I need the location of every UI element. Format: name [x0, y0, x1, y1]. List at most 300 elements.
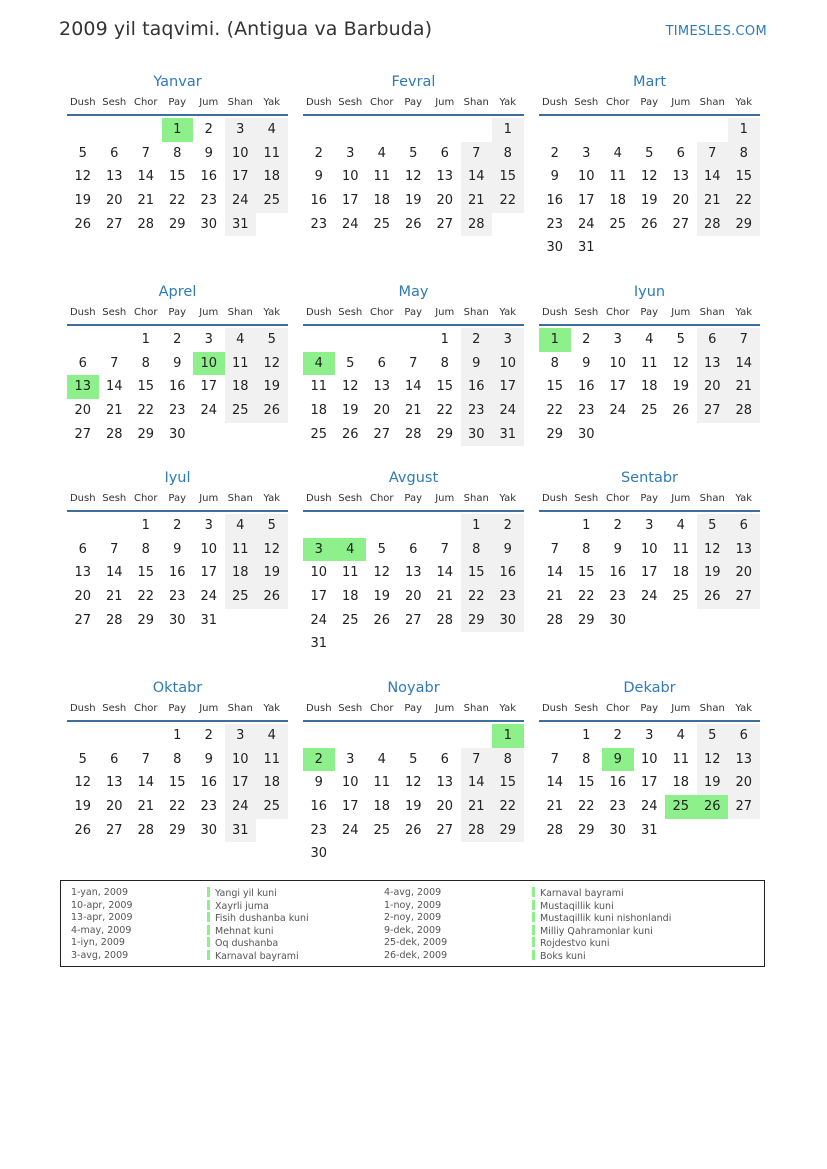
day-cell[interactable]: 9 [492, 538, 524, 562]
day-cell[interactable]: 13 [436, 775, 454, 791]
day-cell-holiday[interactable]: 13 [67, 375, 99, 399]
day-cell[interactable]: 31 [225, 819, 257, 843]
day-cell[interactable]: 2 [314, 145, 323, 161]
day-cell[interactable]: 30 [168, 612, 186, 628]
day-cell[interactable]: 5 [78, 751, 87, 767]
day-cell[interactable]: 12 [404, 169, 422, 185]
day-cell[interactable]: 23 [310, 822, 328, 838]
day-cell[interactable]: 26 [373, 612, 391, 628]
day-cell[interactable]: 10 [225, 748, 257, 772]
day-cell[interactable]: 28 [105, 612, 123, 628]
day-cell[interactable]: 5 [697, 514, 729, 538]
day-cell[interactable]: 21 [105, 403, 123, 419]
day-cell[interactable]: 14 [546, 775, 564, 791]
day-cell[interactable]: 18 [225, 375, 257, 399]
day-cell[interactable]: 15 [137, 379, 155, 395]
day-cell[interactable]: 3 [645, 518, 654, 533]
day-cell[interactable]: 20 [436, 193, 454, 209]
day-cell-holiday[interactable]: 10 [193, 352, 225, 376]
day-cell[interactable]: 9 [613, 541, 622, 557]
day-cell[interactable]: 22 [168, 193, 186, 209]
day-cell[interactable]: 21 [436, 589, 454, 605]
day-cell[interactable]: 22 [492, 189, 524, 213]
day-cell[interactable]: 1 [173, 728, 182, 743]
day-cell-holiday[interactable]: 2 [303, 748, 335, 772]
day-cell[interactable]: 12 [697, 748, 729, 772]
day-cell-holiday[interactable]: 1 [492, 724, 524, 748]
day-cell[interactable]: 5 [256, 514, 288, 538]
day-cell[interactable]: 7 [409, 355, 418, 371]
day-cell[interactable]: 10 [577, 169, 595, 185]
day-cell[interactable]: 29 [137, 612, 155, 628]
day-cell[interactable]: 28 [546, 612, 564, 628]
day-cell[interactable]: 7 [550, 751, 559, 767]
day-cell[interactable]: 25 [341, 612, 359, 628]
day-cell[interactable]: 14 [137, 169, 155, 185]
day-cell[interactable]: 7 [461, 748, 493, 772]
day-cell[interactable]: 6 [78, 355, 87, 371]
day-cell[interactable]: 30 [577, 426, 595, 442]
day-cell[interactable]: 17 [609, 379, 627, 395]
day-cell[interactable]: 8 [582, 541, 591, 557]
day-cell[interactable]: 11 [373, 775, 391, 791]
day-cell[interactable]: 24 [200, 403, 218, 419]
day-cell[interactable]: 10 [492, 352, 524, 376]
day-cell[interactable]: 12 [672, 355, 690, 371]
day-cell[interactable]: 28 [137, 822, 155, 838]
day-cell[interactable]: 8 [728, 142, 760, 166]
day-cell[interactable]: 26 [256, 399, 288, 423]
day-cell[interactable]: 29 [577, 612, 595, 628]
day-cell[interactable]: 1 [582, 518, 591, 533]
day-cell[interactable]: 11 [341, 565, 359, 581]
day-cell[interactable]: 25 [225, 399, 257, 423]
day-cell[interactable]: 29 [436, 426, 454, 442]
day-cell[interactable]: 1 [582, 728, 591, 743]
day-cell[interactable]: 5 [346, 355, 355, 371]
day-cell[interactable]: 4 [225, 514, 257, 538]
day-cell[interactable]: 24 [225, 189, 257, 213]
day-cell[interactable]: 12 [341, 379, 359, 395]
day-cell[interactable]: 4 [377, 751, 386, 767]
day-cell[interactable]: 19 [697, 771, 729, 795]
day-cell[interactable]: 15 [436, 379, 454, 395]
day-cell[interactable]: 26 [74, 822, 92, 838]
day-cell[interactable]: 18 [640, 379, 658, 395]
day-cell[interactable]: 18 [256, 771, 288, 795]
day-cell[interactable]: 19 [404, 193, 422, 209]
day-cell[interactable]: 30 [492, 609, 524, 633]
day-cell[interactable]: 5 [409, 751, 418, 767]
day-cell[interactable]: 13 [105, 169, 123, 185]
day-cell[interactable]: 28 [137, 216, 155, 232]
day-cell[interactable]: 22 [577, 589, 595, 605]
day-cell[interactable]: 11 [225, 538, 257, 562]
day-cell[interactable]: 20 [436, 799, 454, 815]
day-cell[interactable]: 9 [314, 775, 323, 791]
day-cell-holiday[interactable]: 1 [539, 328, 571, 352]
day-cell[interactable]: 23 [200, 799, 218, 815]
day-cell[interactable]: 21 [137, 799, 155, 815]
day-cell[interactable]: 26 [404, 822, 422, 838]
day-cell[interactable]: 25 [225, 585, 257, 609]
day-cell[interactable]: 8 [461, 538, 493, 562]
day-cell[interactable]: 19 [672, 379, 690, 395]
day-cell[interactable]: 18 [225, 561, 257, 585]
day-cell[interactable]: 22 [137, 403, 155, 419]
day-cell[interactable]: 21 [105, 589, 123, 605]
day-cell[interactable]: 18 [341, 589, 359, 605]
day-cell[interactable]: 5 [409, 145, 418, 161]
day-cell[interactable]: 3 [346, 751, 355, 767]
day-cell[interactable]: 15 [577, 565, 595, 581]
day-cell[interactable]: 24 [225, 795, 257, 819]
day-cell[interactable]: 7 [110, 355, 119, 371]
day-cell[interactable]: 24 [577, 216, 595, 232]
day-cell[interactable]: 20 [728, 561, 760, 585]
day-cell[interactable]: 16 [168, 379, 186, 395]
day-cell[interactable]: 4 [613, 145, 622, 161]
day-cell[interactable]: 18 [672, 775, 690, 791]
day-cell[interactable]: 20 [74, 589, 92, 605]
day-cell[interactable]: 27 [672, 216, 690, 232]
day-cell[interactable]: 28 [404, 426, 422, 442]
day-cell[interactable]: 3 [346, 145, 355, 161]
day-cell[interactable]: 25 [373, 822, 391, 838]
day-cell[interactable]: 21 [728, 375, 760, 399]
day-cell[interactable]: 23 [461, 399, 493, 423]
day-cell[interactable]: 3 [492, 328, 524, 352]
day-cell[interactable]: 6 [697, 328, 729, 352]
day-cell[interactable]: 31 [640, 822, 658, 838]
day-cell[interactable]: 28 [546, 822, 564, 838]
day-cell[interactable]: 8 [440, 355, 449, 371]
day-cell[interactable]: 6 [110, 751, 119, 767]
day-cell[interactable]: 5 [256, 328, 288, 352]
day-cell[interactable]: 4 [676, 728, 685, 743]
day-cell[interactable]: 16 [168, 565, 186, 581]
day-cell[interactable]: 25 [373, 216, 391, 232]
day-cell[interactable]: 9 [314, 169, 323, 185]
day-cell[interactable]: 1 [440, 332, 449, 347]
day-cell[interactable]: 22 [461, 585, 493, 609]
day-cell[interactable]: 13 [672, 169, 690, 185]
day-cell[interactable]: 19 [373, 589, 391, 605]
day-cell[interactable]: 14 [461, 165, 493, 189]
day-cell[interactable]: 16 [200, 169, 218, 185]
day-cell[interactable]: 4 [377, 145, 386, 161]
day-cell[interactable]: 24 [341, 822, 359, 838]
day-cell[interactable]: 17 [341, 193, 359, 209]
day-cell[interactable]: 14 [105, 379, 123, 395]
day-cell[interactable]: 30 [609, 612, 627, 628]
day-cell[interactable]: 8 [173, 751, 182, 767]
day-cell[interactable]: 4 [645, 332, 654, 347]
day-cell[interactable]: 20 [74, 403, 92, 419]
day-cell[interactable]: 22 [492, 795, 524, 819]
day-cell[interactable]: 31 [310, 636, 328, 652]
day-cell[interactable]: 29 [728, 213, 760, 237]
day-cell[interactable]: 24 [200, 589, 218, 605]
day-cell[interactable]: 3 [613, 332, 622, 347]
day-cell[interactable]: 25 [640, 403, 658, 419]
day-cell[interactable]: 27 [436, 822, 454, 838]
day-cell[interactable]: 15 [168, 775, 186, 791]
day-cell[interactable]: 2 [461, 328, 493, 352]
day-cell[interactable]: 21 [137, 193, 155, 209]
day-cell[interactable]: 6 [728, 514, 760, 538]
day-cell[interactable]: 28 [697, 213, 729, 237]
day-cell[interactable]: 28 [461, 213, 493, 237]
day-cell[interactable]: 17 [200, 379, 218, 395]
day-cell[interactable]: 11 [640, 355, 658, 371]
day-cell-holiday[interactable]: 25 [665, 795, 697, 819]
day-cell[interactable]: 21 [461, 189, 493, 213]
day-cell[interactable]: 15 [168, 169, 186, 185]
day-cell[interactable]: 7 [461, 142, 493, 166]
day-cell[interactable]: 20 [105, 193, 123, 209]
day-cell[interactable]: 1 [141, 518, 150, 533]
day-cell[interactable]: 17 [640, 565, 658, 581]
brand-link[interactable]: TIMESLES.COM [665, 24, 767, 39]
day-cell[interactable]: 9 [461, 352, 493, 376]
day-cell[interactable]: 7 [728, 328, 760, 352]
day-cell[interactable]: 6 [676, 145, 685, 161]
day-cell[interactable]: 12 [697, 538, 729, 562]
day-cell[interactable]: 17 [225, 165, 257, 189]
day-cell[interactable]: 9 [173, 355, 182, 371]
day-cell[interactable]: 20 [728, 771, 760, 795]
day-cell[interactable]: 2 [204, 728, 213, 743]
day-cell[interactable]: 31 [225, 213, 257, 237]
day-cell[interactable]: 14 [436, 565, 454, 581]
day-cell[interactable]: 22 [137, 589, 155, 605]
day-cell[interactable]: 23 [577, 403, 595, 419]
day-cell[interactable]: 15 [546, 379, 564, 395]
day-cell[interactable]: 19 [697, 561, 729, 585]
day-cell[interactable]: 7 [550, 541, 559, 557]
day-cell[interactable]: 5 [377, 541, 386, 557]
day-cell[interactable]: 19 [74, 799, 92, 815]
day-cell[interactable]: 11 [225, 352, 257, 376]
day-cell[interactable]: 9 [204, 145, 213, 161]
day-cell[interactable]: 30 [310, 846, 328, 862]
day-cell[interactable]: 29 [492, 819, 524, 843]
day-cell[interactable]: 1 [141, 332, 150, 347]
day-cell[interactable]: 16 [609, 775, 627, 791]
day-cell[interactable]: 24 [609, 403, 627, 419]
day-cell[interactable]: 1 [461, 514, 493, 538]
day-cell[interactable]: 23 [310, 216, 328, 232]
day-cell[interactable]: 18 [672, 565, 690, 581]
day-cell[interactable]: 30 [461, 423, 493, 447]
day-cell[interactable]: 19 [640, 193, 658, 209]
day-cell[interactable]: 8 [582, 751, 591, 767]
day-cell[interactable]: 11 [672, 541, 690, 557]
day-cell[interactable]: 12 [373, 565, 391, 581]
day-cell[interactable]: 24 [310, 612, 328, 628]
day-cell-holiday[interactable]: 9 [602, 748, 634, 772]
day-cell[interactable]: 22 [436, 403, 454, 419]
day-cell[interactable]: 16 [546, 193, 564, 209]
day-cell[interactable]: 3 [645, 728, 654, 743]
day-cell[interactable]: 25 [256, 189, 288, 213]
day-cell[interactable]: 15 [461, 561, 493, 585]
day-cell[interactable]: 21 [546, 799, 564, 815]
day-cell[interactable]: 1 [728, 118, 760, 142]
day-cell[interactable]: 7 [110, 541, 119, 557]
day-cell[interactable]: 17 [341, 799, 359, 815]
day-cell[interactable]: 12 [74, 169, 92, 185]
day-cell[interactable]: 29 [137, 426, 155, 442]
day-cell[interactable]: 31 [200, 612, 218, 628]
day-cell[interactable]: 13 [728, 538, 760, 562]
day-cell[interactable]: 13 [404, 565, 422, 581]
day-cell[interactable]: 29 [168, 822, 186, 838]
day-cell[interactable]: 30 [609, 822, 627, 838]
day-cell[interactable]: 10 [640, 751, 658, 767]
day-cell-holiday[interactable]: 4 [303, 352, 335, 376]
day-cell[interactable]: 25 [256, 795, 288, 819]
day-cell[interactable]: 23 [546, 216, 564, 232]
day-cell[interactable]: 23 [609, 799, 627, 815]
day-cell[interactable]: 6 [440, 751, 449, 767]
day-cell[interactable]: 10 [200, 541, 218, 557]
day-cell[interactable]: 14 [461, 771, 493, 795]
day-cell[interactable]: 3 [225, 724, 257, 748]
day-cell[interactable]: 13 [373, 379, 391, 395]
day-cell[interactable]: 30 [200, 216, 218, 232]
day-cell[interactable]: 6 [78, 541, 87, 557]
day-cell[interactable]: 7 [141, 751, 150, 767]
day-cell[interactable]: 13 [74, 565, 92, 581]
day-cell[interactable]: 3 [225, 118, 257, 142]
day-cell[interactable]: 15 [728, 165, 760, 189]
day-cell[interactable]: 25 [310, 426, 328, 442]
day-cell[interactable]: 13 [728, 748, 760, 772]
day-cell[interactable]: 14 [697, 165, 729, 189]
day-cell[interactable]: 27 [728, 585, 760, 609]
day-cell[interactable]: 27 [105, 822, 123, 838]
day-cell[interactable]: 20 [373, 403, 391, 419]
day-cell[interactable]: 19 [404, 799, 422, 815]
day-cell[interactable]: 4 [225, 328, 257, 352]
day-cell[interactable]: 2 [173, 332, 182, 347]
day-cell[interactable]: 24 [640, 589, 658, 605]
day-cell[interactable]: 17 [640, 775, 658, 791]
day-cell[interactable]: 27 [105, 216, 123, 232]
day-cell[interactable]: 26 [697, 585, 729, 609]
day-cell[interactable]: 12 [404, 775, 422, 791]
day-cell[interactable]: 22 [577, 799, 595, 815]
day-cell[interactable]: 23 [609, 589, 627, 605]
day-cell[interactable]: 15 [492, 165, 524, 189]
day-cell[interactable]: 15 [137, 565, 155, 581]
day-cell[interactable]: 23 [168, 403, 186, 419]
day-cell[interactable]: 27 [74, 426, 92, 442]
day-cell[interactable]: 18 [256, 165, 288, 189]
day-cell[interactable]: 19 [256, 561, 288, 585]
day-cell[interactable]: 4 [256, 118, 288, 142]
day-cell[interactable]: 27 [697, 399, 729, 423]
day-cell[interactable]: 12 [640, 169, 658, 185]
day-cell[interactable]: 3 [204, 518, 213, 533]
day-cell[interactable]: 4 [256, 724, 288, 748]
day-cell[interactable]: 8 [141, 541, 150, 557]
day-cell[interactable]: 14 [137, 775, 155, 791]
day-cell[interactable]: 31 [577, 240, 595, 256]
day-cell[interactable]: 23 [492, 585, 524, 609]
day-cell[interactable]: 10 [310, 565, 328, 581]
day-cell[interactable]: 29 [461, 609, 493, 633]
day-cell[interactable]: 14 [546, 565, 564, 581]
day-cell[interactable]: 31 [492, 423, 524, 447]
day-cell[interactable]: 17 [310, 589, 328, 605]
day-cell[interactable]: 10 [341, 169, 359, 185]
day-cell[interactable]: 11 [672, 751, 690, 767]
day-cell[interactable]: 9 [204, 751, 213, 767]
day-cell[interactable]: 20 [404, 589, 422, 605]
day-cell[interactable]: 27 [74, 612, 92, 628]
day-cell[interactable]: 8 [550, 355, 559, 371]
day-cell[interactable]: 2 [613, 728, 622, 743]
day-cell[interactable]: 21 [546, 589, 564, 605]
day-cell[interactable]: 18 [373, 799, 391, 815]
day-cell[interactable]: 19 [74, 193, 92, 209]
day-cell[interactable]: 20 [697, 375, 729, 399]
day-cell[interactable]: 23 [168, 589, 186, 605]
day-cell[interactable]: 5 [697, 724, 729, 748]
day-cell[interactable]: 8 [492, 142, 524, 166]
day-cell[interactable]: 9 [173, 541, 182, 557]
day-cell[interactable]: 28 [728, 399, 760, 423]
day-cell[interactable]: 30 [168, 426, 186, 442]
day-cell[interactable]: 16 [492, 561, 524, 585]
day-cell[interactable]: 26 [341, 426, 359, 442]
day-cell[interactable]: 7 [697, 142, 729, 166]
day-cell[interactable]: 24 [341, 216, 359, 232]
day-cell[interactable]: 27 [373, 426, 391, 442]
day-cell[interactable]: 17 [492, 375, 524, 399]
day-cell[interactable]: 11 [310, 379, 328, 395]
day-cell[interactable]: 18 [373, 193, 391, 209]
day-cell[interactable]: 17 [225, 771, 257, 795]
day-cell[interactable]: 6 [409, 541, 418, 557]
day-cell[interactable]: 22 [546, 403, 564, 419]
day-cell[interactable]: 2 [582, 332, 591, 347]
day-cell[interactable]: 6 [728, 724, 760, 748]
day-cell[interactable]: 2 [613, 518, 622, 533]
day-cell[interactable]: 20 [672, 193, 690, 209]
day-cell[interactable]: 5 [645, 145, 654, 161]
day-cell[interactable]: 27 [404, 612, 422, 628]
day-cell-holiday[interactable]: 1 [162, 118, 194, 142]
day-cell[interactable]: 1 [492, 118, 524, 142]
day-cell[interactable]: 19 [256, 375, 288, 399]
day-cell[interactable]: 11 [256, 748, 288, 772]
day-cell[interactable]: 17 [577, 193, 595, 209]
day-cell[interactable]: 3 [582, 145, 591, 161]
day-cell[interactable]: 16 [609, 565, 627, 581]
day-cell[interactable]: 9 [550, 169, 559, 185]
day-cell[interactable]: 5 [676, 332, 685, 347]
day-cell[interactable]: 3 [204, 332, 213, 347]
day-cell[interactable]: 6 [377, 355, 386, 371]
day-cell[interactable]: 13 [105, 775, 123, 791]
day-cell[interactable]: 22 [168, 799, 186, 815]
day-cell[interactable]: 28 [461, 819, 493, 843]
day-cell[interactable]: 26 [404, 216, 422, 232]
